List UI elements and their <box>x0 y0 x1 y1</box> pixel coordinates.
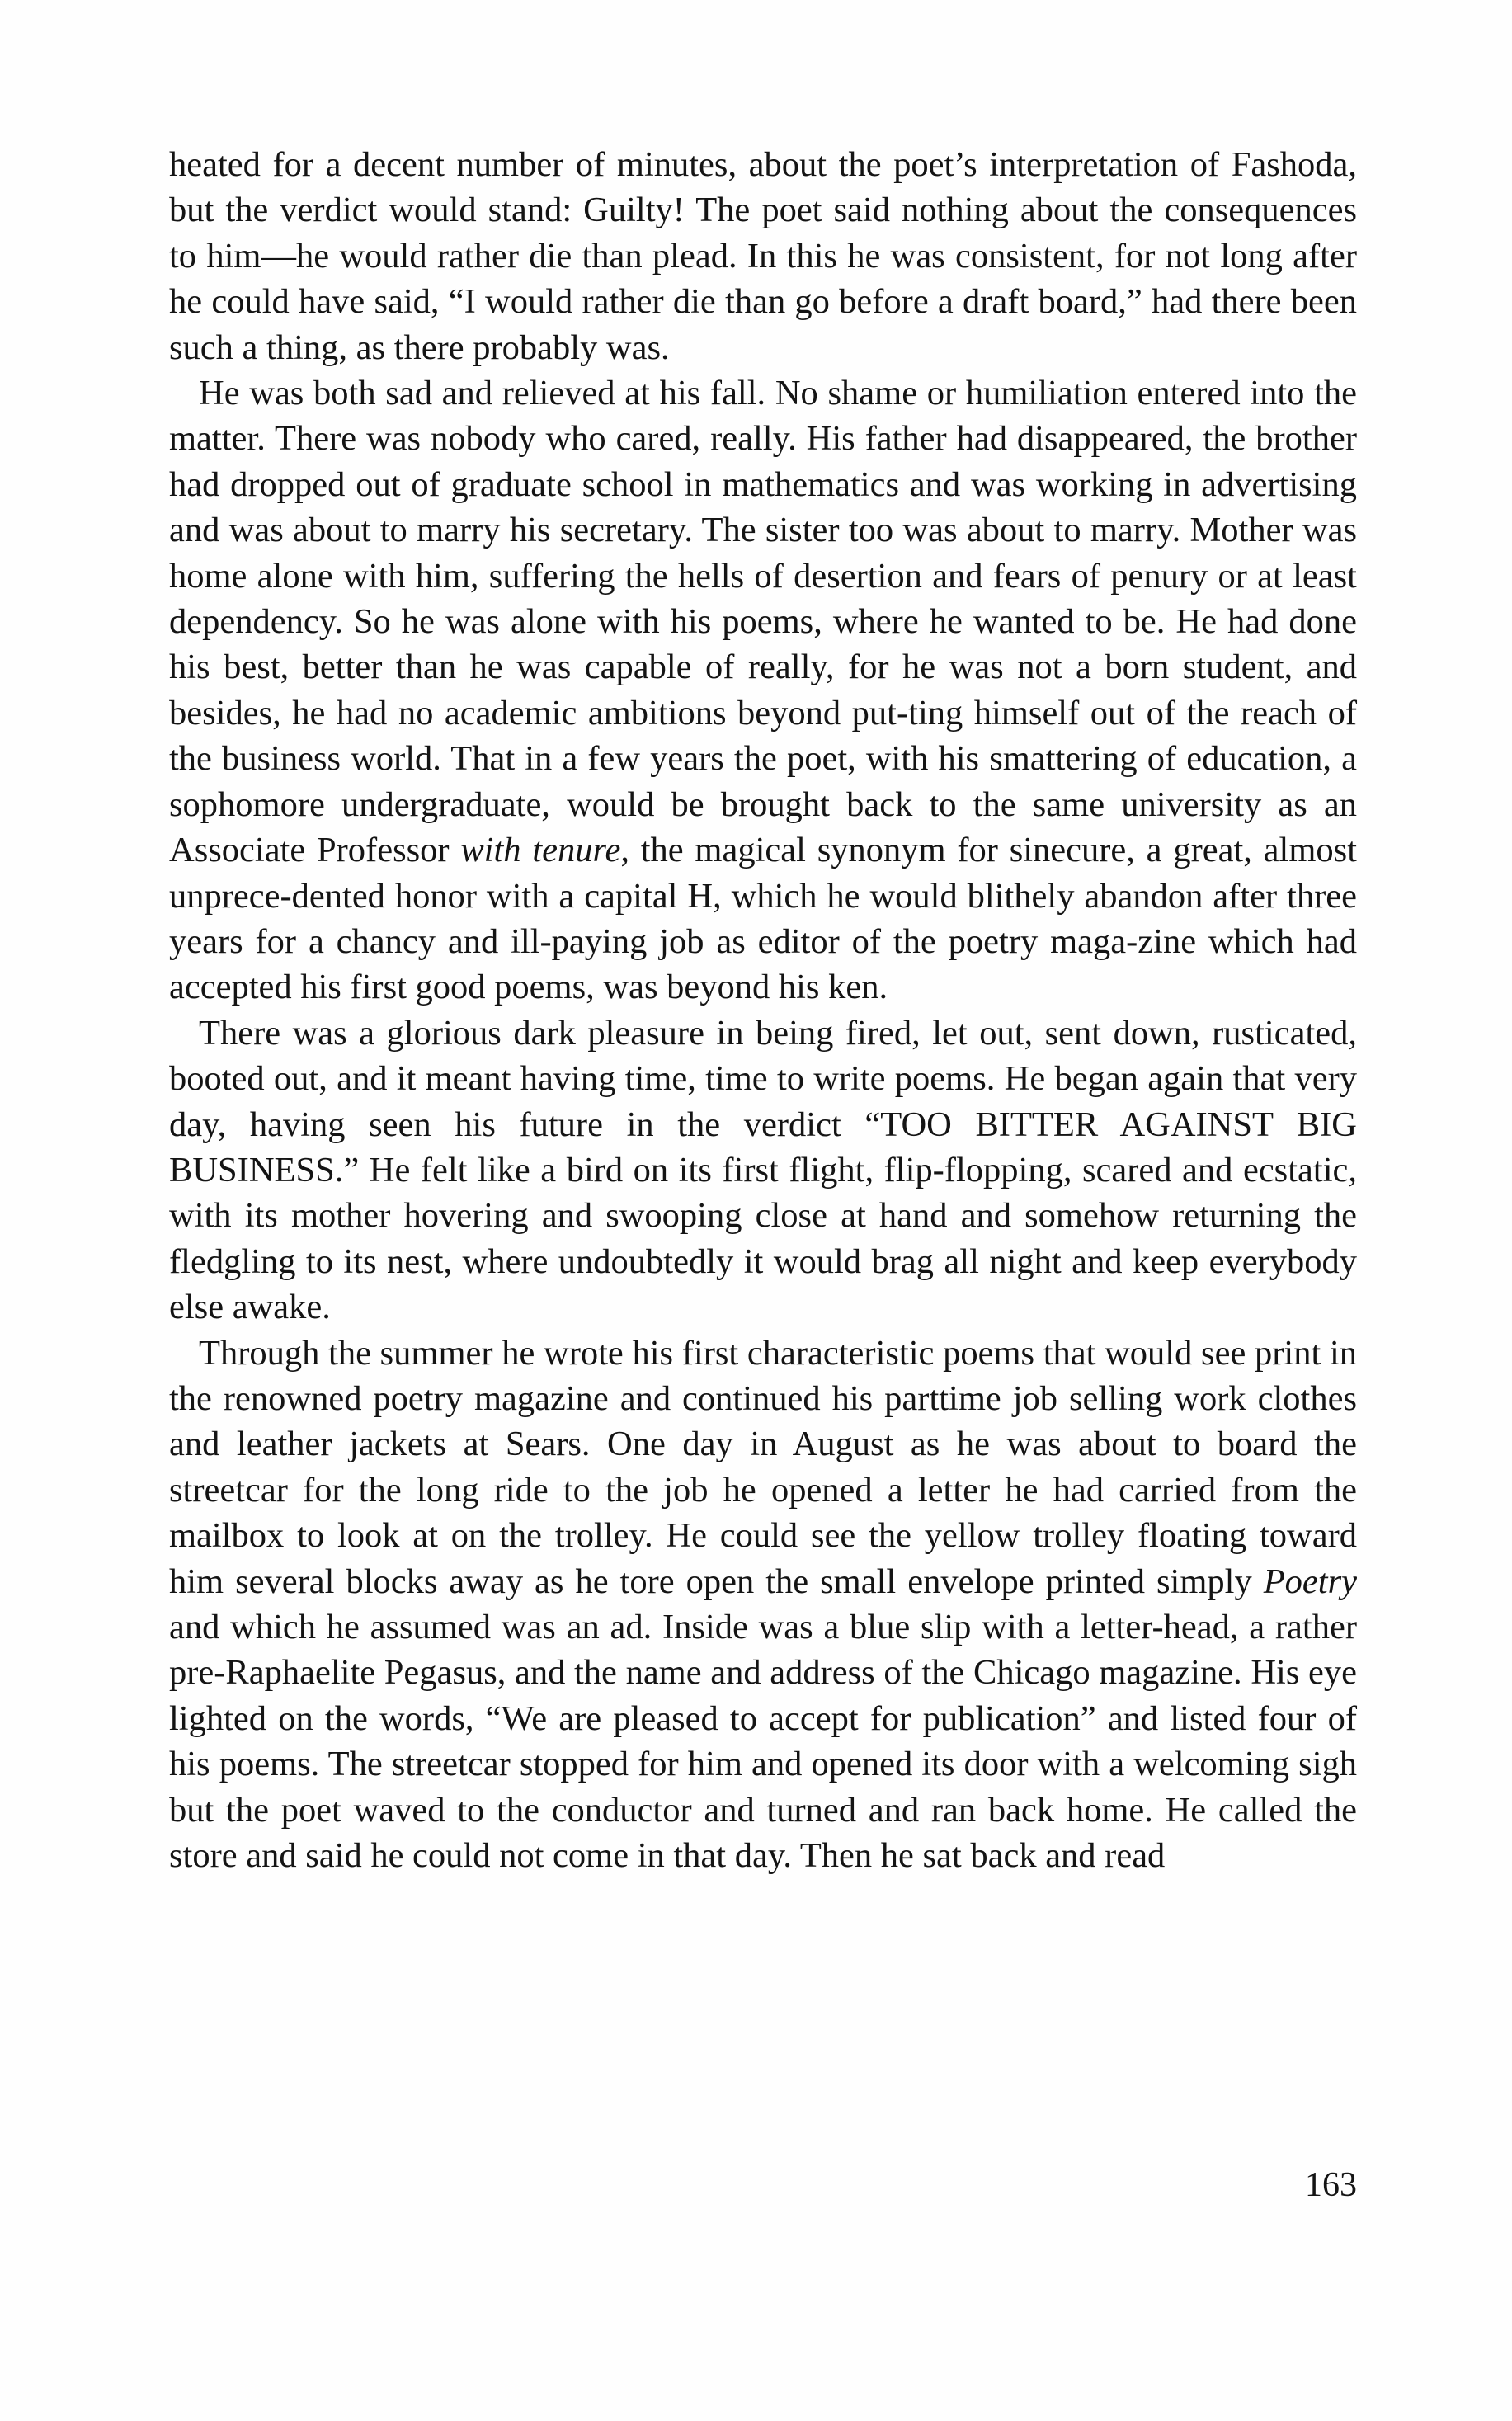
paragraph-4 <box>169 1331 1357 1879</box>
paragraph-4-text-after: and which he assumed was an ad. Inside was a blue slip with a letter-head, a rather pre-Raphaelite Pegasus, and the name and address of the Chicago magazine. His eye lighted on the words, “We are pleased to accept for publication” and listed four of his poems. The streetcar stopped for him and opened its door with a welcoming sigh but the poet waved to the conductor and turned and ran back home. He called the store and said he could not come in that day. Then he sat back and read <box>169 1608 1357 1876</box>
paragraph-1-text: heated for a decent number of minutes, about the poet’s interpretation of Fashoda, but the verdict would stand: Guilty! The poet said nothing about the consequences to him—he would rather die than plead. In this he was consistent, for not long after he could have said, “I would rather die than go before a draft board,” had there been such a thing, as there probably was. <box>169 145 1357 367</box>
paragraph-3-text: There was a glorious dark pleasure in being fired, let out, sent down, rusticated, booted out, and it meant having time, time to write poems. He began again that very day, having seen his future in the verdict “TOO BITTER AGAINST BIG BUSINESS.” He felt like a bird on its first flight, flip-flopping, scared and ecstatic, with its mother hovering and swooping close at hand and somehow returning the fledgling to its nest, where undoubtedly it would brag all night and keep everybody else awake. <box>169 1013 1357 1327</box>
body-text <box>169 142 1357 1878</box>
paragraph-1 <box>169 142 1357 370</box>
paragraph-4-text: Through the summer he wrote his first characteristic poems that would see print in the renowned poetry magazine and continued his parttime job selling work clothes and leather jackets at Sears. One day in August as he was about to board the streetcar for the long ride to the job he opened a letter he had carried from the mailbox to look at on the trolley. He could see the yellow trolley floating toward him several blocks away as he tore open the small envelope printed simply <box>169 1333 1357 1601</box>
paragraph-2 <box>169 370 1357 1010</box>
paragraph-4-emphasis: Poetry <box>1263 1561 1357 1601</box>
paragraph-2-emphasis: with tenure <box>460 831 621 870</box>
paragraph-2-text-after: , the magical synonym for sinecure, a great, almost unprece-dented honor with a capital H, which he would blithely abandon after three years for a chancy and ill-paying job as editor of the poetry maga-zine which had accepted his first good poems, was beyond his ken. <box>169 831 1357 1007</box>
paragraph-3 <box>169 1010 1357 1331</box>
paragraph-2-text: He was both sad and relieved at his fall. No shame or humiliation entered into the matter. There was nobody who cared, really. His father had disappeared, the brother had dropped out of graduate school in mathematics and was working in advertising and was about to marry his secretary. The sister too was about to marry. Mother was home alone with him, suffering the hells of desertion and fears of penury or at least dependency. So he was alone with his poems, where he wanted to be. He had done his best, better than he was capable of really, for he was not a born student, and besides, he had no academic ambitions beyond put-ting himself out of the reach of the business world. That in a few years the poet, with his smattering of education, a sophomore undergraduate, would be brought back to the same university as an Associate Professor <box>169 374 1357 870</box>
page-number: 163 <box>1305 2166 1357 2204</box>
